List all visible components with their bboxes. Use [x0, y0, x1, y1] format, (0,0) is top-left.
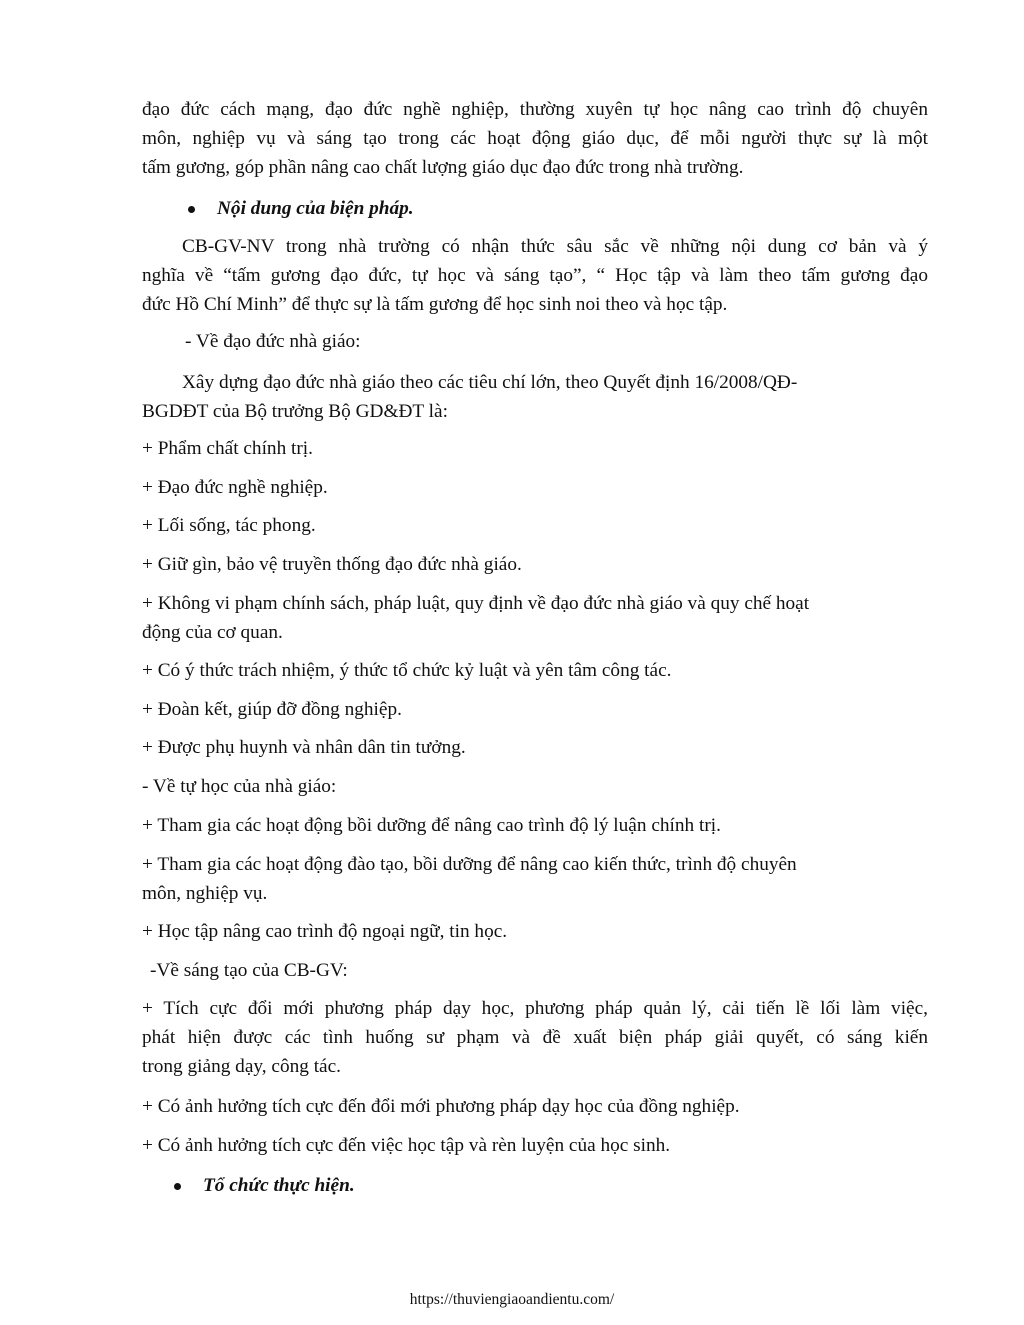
creative-item: + Có ảnh hưởng tích cực đến việc học tập và rèn luyện của học sinh. [142, 1135, 671, 1156]
text-line: môn, nghiệp vụ. [142, 883, 268, 904]
criteria-item: + Đạo đức nghề nghiệp. [142, 477, 328, 498]
criteria-item: + Có ý thức trách nhiệm, ý thức tổ chức kỷ luật và yên tâm công tác. [142, 660, 672, 681]
creative-paragraph [142, 994, 928, 1081]
text-line: trong giảng dạy, công tác. [142, 1056, 341, 1077]
creative-item: + Có ảnh hưởng tích cực đến đổi mới phương pháp dạy học của đồng nghiệp. [142, 1096, 740, 1117]
text-line: phát hiện được các tình huống sư phạm và đề xuất biện pháp giải quyết, có sáng kiến [142, 1027, 928, 1048]
text-line: + Tích cực đổi mới phương pháp dạy học, phương pháp quản lý, cải tiến lề lối làm việc, [142, 998, 928, 1019]
subheading-creative: -Về sáng tạo của CB-GV: [150, 960, 348, 981]
decision-paragraph [142, 368, 928, 426]
text-line: nghĩa về “tấm gương đạo đức, tự học và sáng tạo”, “ Học tập và làm theo tấm gương đạo [142, 265, 928, 286]
criteria-item: + Lối sống, tác phong. [142, 515, 316, 536]
text-line: tấm gương, góp phần nâng cao chất lượng giáo dục đạo đức trong nhà trường. [142, 157, 744, 178]
heading-organization: Tổ chức thực hiện. [203, 1175, 355, 1196]
text-line: Xây dựng đạo đức nhà giáo theo các tiêu chí lớn, theo Quyết định 16/2008/QĐ- [182, 372, 798, 393]
selfstudy-item: + Tham gia các hoạt động bồi dưỡng để nâng cao trình độ lý luận chính trị. [142, 815, 721, 836]
heading-content: Nội dung của biện pháp. [217, 198, 414, 219]
criteria-item: + Phẩm chất chính trị. [142, 438, 313, 459]
subheading-ethics: - Về đạo đức nhà giáo: [185, 331, 361, 352]
criteria-item: + Được phụ huynh và nhân dân tin tưởng. [142, 737, 466, 758]
text-line: BGDĐT của Bộ trưởng Bộ GD&ĐT là: [142, 401, 448, 422]
text-line: đức Hồ Chí Minh” để thực sự là tấm gương để học sinh noi theo và học tập. [142, 294, 728, 315]
subheading-selfstudy: - Về tự học của nhà giáo: [142, 776, 337, 797]
criteria-item: + Giữ gìn, bảo vệ truyền thống đạo đức nhà giáo. [142, 554, 522, 575]
selfstudy-paragraph [142, 850, 928, 908]
text-line: môn, nghiệp vụ và sáng tạo trong các hoạt động giáo dục, để mỗi người thực sự là một [142, 128, 928, 149]
bullet-dot-icon [174, 1183, 181, 1190]
violation-paragraph [142, 589, 928, 647]
text-line: động của cơ quan. [142, 622, 283, 643]
bullet-dot-icon [188, 206, 195, 213]
text-line: CB-GV-NV trong nhà trường có nhận thức sâu sắc về những nội dung cơ bản và ý [182, 236, 928, 257]
text-line: + Tham gia các hoạt động đào tạo, bồi dưỡng để nâng cao kiến thức, trình độ chuyên [142, 854, 797, 875]
criteria-item: + Đoàn kết, giúp đỡ đồng nghiệp. [142, 699, 402, 720]
intro-paragraph [142, 95, 928, 182]
content-paragraph [142, 232, 928, 319]
footer-url[interactable]: https://thuviengiaoandientu.com/ [409, 1291, 615, 1308]
selfstudy-item: + Học tập nâng cao trình độ ngoại ngữ, tin học. [142, 921, 508, 942]
text-line: + Không vi phạm chính sách, pháp luật, quy định về đạo đức nhà giáo và quy chế hoạt [142, 593, 810, 614]
text-line: đạo đức cách mạng, đạo đức nghề nghiệp, thường xuyên tự học nâng cao trình độ chuyên [142, 99, 928, 120]
